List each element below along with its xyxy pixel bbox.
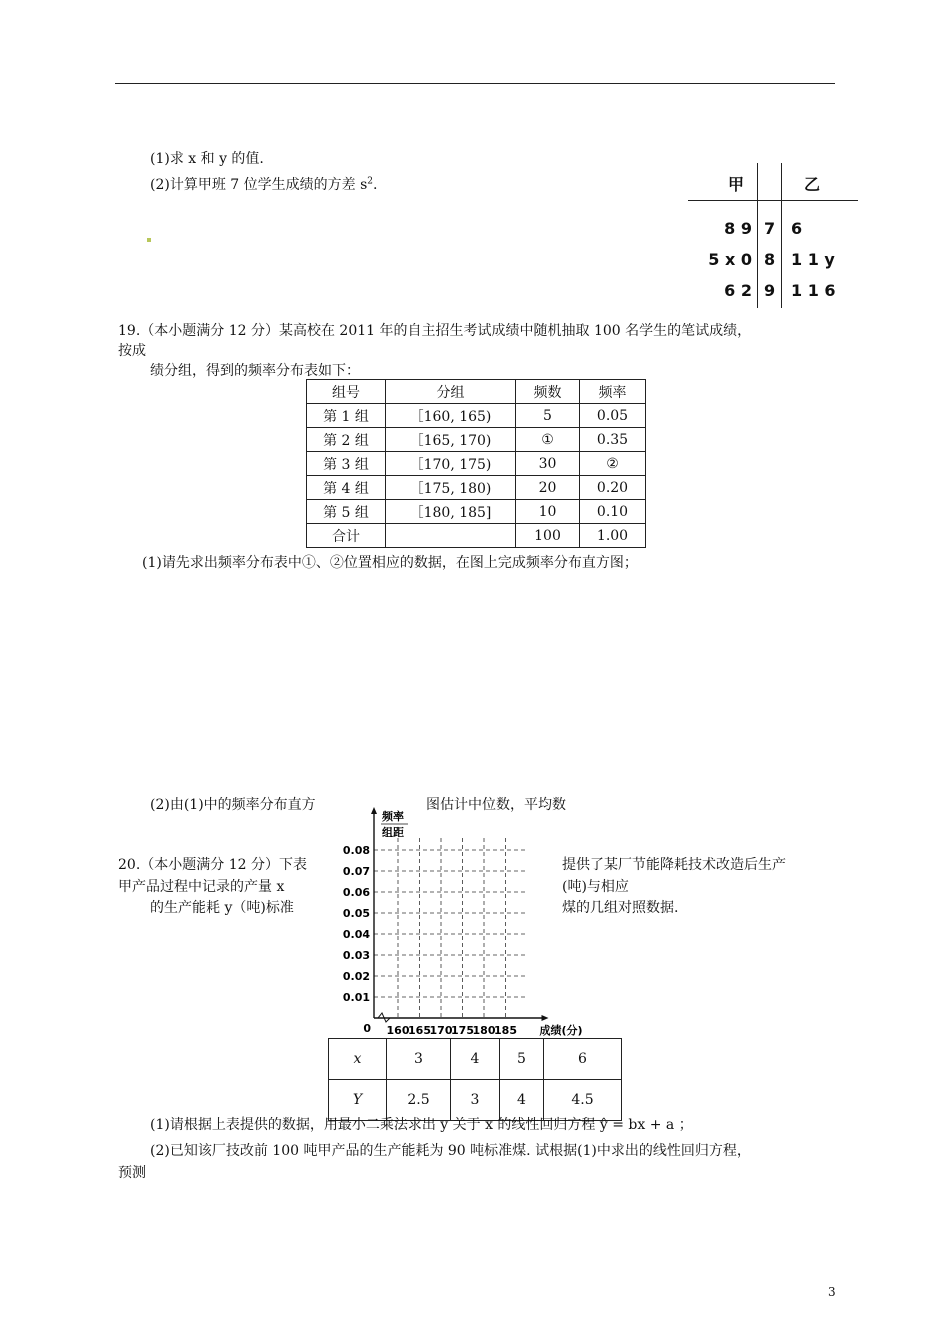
table-cell — [386, 524, 516, 548]
q20-line1-right: 提供了某厂节能降耗技术改造后生产 — [562, 857, 786, 873]
x-tick-label: 185 — [494, 1024, 517, 1037]
x-tick-label: 175 — [451, 1024, 474, 1037]
origin-label: 0 — [363, 1022, 371, 1035]
stem-row-stem: 8 — [764, 250, 776, 269]
q18-part2: (2)计算甲班 7 位学生成绩的方差 $s^2$. — [150, 176, 378, 193]
table-cell: ① — [516, 428, 580, 452]
table-row — [307, 476, 646, 500]
stem-row-left: 8 9 — [724, 219, 752, 238]
q19-part2-a: (2)由(1)中的频率分布直方 — [150, 797, 316, 813]
table-cell: 3 — [451, 1080, 500, 1121]
table-cell: 4.5 — [544, 1080, 622, 1121]
y-tick-label: 0.06 — [342, 886, 370, 899]
x-axis-label: 成绩(分) — [539, 1024, 583, 1037]
table-cell: 6 — [544, 1039, 622, 1080]
table-cell: 0.20 — [580, 476, 646, 500]
table-cell: 2.5 — [387, 1080, 451, 1121]
y-tick-label: 0.07 — [342, 865, 370, 878]
xy-data-table — [328, 1038, 622, 1121]
table-cell: ［165, 170) — [386, 428, 516, 452]
table-cell: 第 1 组 — [307, 404, 386, 428]
table-header: 组号 — [307, 380, 386, 404]
table-cell: 10 — [516, 500, 580, 524]
table-header-row — [307, 380, 646, 404]
x-axis-arrow — [542, 1015, 549, 1021]
table-cell: ② — [580, 452, 646, 476]
table-cell: 第 5 组 — [307, 500, 386, 524]
table-cell: ［170, 175) — [386, 452, 516, 476]
stem-head-right: 乙 — [804, 175, 821, 194]
stem-row-right: 6 — [791, 219, 803, 238]
table-header: 分组 — [386, 380, 516, 404]
y-tick-label: 0.01 — [342, 991, 370, 1004]
table-cell: 0.10 — [580, 500, 646, 524]
q20-part2-cont: 预测 — [118, 1165, 146, 1181]
x-tick-label: 165 — [408, 1024, 431, 1037]
histogram-chart — [330, 800, 610, 1040]
q20-line3-right: 煤的几组对照数据. — [562, 900, 679, 916]
table-cell: 100 — [516, 524, 580, 548]
q19-intro-line3: 绩分组，得到的频率分布表如下： — [150, 363, 360, 379]
table-cell: 第 3 组 — [307, 452, 386, 476]
table-cell: 第 2 组 — [307, 428, 386, 452]
table-cell: 4 — [451, 1039, 500, 1080]
table-cell: 5 — [500, 1039, 544, 1080]
table-row — [307, 452, 646, 476]
y-tick-label: 0.05 — [342, 907, 370, 920]
q19-intro-line2: 按成 — [118, 343, 146, 359]
table-cell: 4 — [500, 1080, 544, 1121]
table-row — [307, 404, 646, 428]
q20-line2-right: (吨)与相应 — [562, 879, 629, 895]
table-cell: ［175, 180) — [386, 476, 516, 500]
table-cell: 20 — [516, 476, 580, 500]
y-tick-label: 0.08 — [342, 844, 370, 857]
y-tick-label: 0.03 — [342, 949, 370, 962]
table-cell: 合计 — [307, 524, 386, 548]
stem-row-right: 1 1 y — [791, 250, 835, 269]
table-cell: 0.05 — [580, 404, 646, 428]
stem-row-stem: 9 — [764, 281, 776, 300]
table-row — [307, 524, 646, 548]
table-cell: 第 4 组 — [307, 476, 386, 500]
q20-line1-left: 20.（本小题满分 12 分）下表 — [118, 857, 307, 873]
table-cell: ［160, 165) — [386, 404, 516, 428]
y-tick-label: 0.04 — [342, 928, 370, 941]
stem-row-left: 5 x 0 — [708, 250, 752, 269]
x-tick-label: 180 — [472, 1024, 496, 1037]
y-axis-label-bottom: 组距 — [382, 826, 404, 839]
stem-row-left: 6 2 — [724, 281, 752, 300]
table-cell: 3 — [387, 1039, 451, 1080]
page-number: 3 — [828, 1285, 836, 1299]
q18-part1: (1)求 x 和 y 的值. — [150, 151, 264, 167]
q19-intro-line1: 19.（本小题满分 12 分）某高校在 2011 年的自主招生考试成绩中随机抽取 100 名学生的笔试成绩， — [118, 323, 752, 339]
table-cell: Y — [329, 1080, 387, 1121]
y-tick-label: 0.02 — [342, 970, 370, 983]
q20-part2: (2)已知该厂技改前 100 吨甲产品的生产能耗为 90 吨标准煤. 试根据(1)中求出的线性回归方程， — [150, 1143, 751, 1159]
q19-part2-b: 图估计中位数，平均数 — [426, 797, 566, 813]
stray-mark — [147, 238, 151, 242]
q20-line2-left: 甲产品过程中记录的产量 x — [118, 879, 285, 895]
q20-part1: (1)请根据上表提供的数据，用最小二乘法求出 y 关于 x 的线性回归方程 ŷ = bx + a ； — [150, 1117, 693, 1133]
header-rule — [115, 83, 835, 84]
table-cell: ［180, 185] — [386, 500, 516, 524]
frequency-table — [306, 379, 646, 548]
table-cell: 0.35 — [580, 428, 646, 452]
table-row — [307, 428, 646, 452]
table-header: 频数 — [516, 380, 580, 404]
table-cell: 1.00 — [580, 524, 646, 548]
stem-row-stem: 7 — [764, 219, 776, 238]
table-cell: 30 — [516, 452, 580, 476]
table-row — [307, 500, 646, 524]
x-tick-label: 160 — [386, 1024, 410, 1037]
x-tick-label: 170 — [429, 1024, 453, 1037]
table-cell: x — [329, 1039, 387, 1080]
table-header: 频率 — [580, 380, 646, 404]
stem-head-left: 甲 — [728, 175, 745, 194]
y-axis-arrow — [371, 807, 377, 814]
q20-line3-left: 的生产能耗 y（吨)标准 — [150, 900, 294, 916]
table-cell: 5 — [516, 404, 580, 428]
y-axis-label-top: 频率 — [382, 810, 404, 823]
q19-part1: (1)请先求出频率分布表中①、②位置相应的数据，在图上完成频率分布直方图； — [142, 555, 638, 571]
stem-row-right: 1 1 6 — [791, 281, 836, 300]
table-row — [329, 1039, 622, 1080]
